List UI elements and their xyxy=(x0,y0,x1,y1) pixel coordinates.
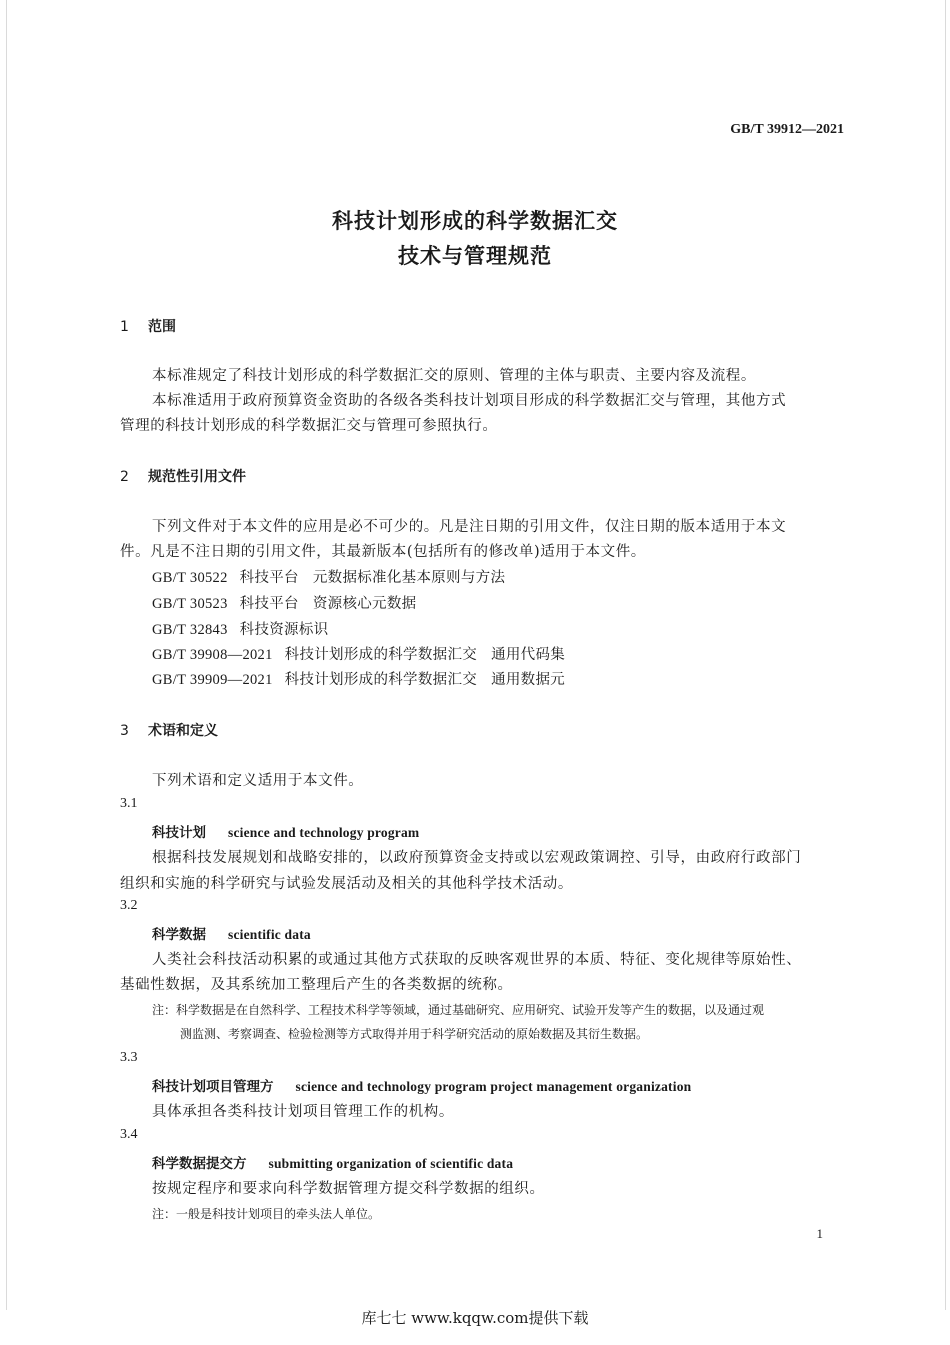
term-definition-line2: 组织和实施的科学研究与试验发展活动及相关的其他科学技术活动。 xyxy=(120,876,573,892)
section-1-paragraph-1: 本标准规定了科技计划形成的科学数据汇交的原则、管理的主体与职责、主要内容及流程。 xyxy=(152,368,756,384)
term-heading xyxy=(152,1152,513,1172)
reference-title-part1: 科技计划形成的科学数据汇交 xyxy=(284,672,478,688)
reference-title-part1: 科技平台 xyxy=(239,596,299,612)
term-definition-line1: 根据科技发展规划和战略安排的，以政府预算资金支持或以宏观政策调控、引导，由政府行政部门 xyxy=(152,850,802,866)
term-note-line1: 注：科学数据是在自然科学、工程技术科学等领域，通过基础研究、应用研究、试验开发等产生的数据，以及通过观 xyxy=(152,1003,765,1017)
term-number: 3.1 xyxy=(120,796,138,811)
term-chinese: 科技计划 xyxy=(152,825,206,841)
reference-item xyxy=(152,668,565,689)
section-1-paragraph-2-line2: 管理的科技计划形成的科学数据汇交与管理可参照执行。 xyxy=(120,418,498,434)
reference-title-part1: 科技资源标识 xyxy=(239,622,329,638)
reference-title-part1: 科技平台 xyxy=(239,570,299,586)
section-1-heading xyxy=(120,316,176,336)
page-number: 1 xyxy=(816,1226,823,1241)
reference-item xyxy=(152,618,328,639)
section-3-intro: 下列术语和定义适用于本文件。 xyxy=(152,773,364,789)
term-heading xyxy=(152,1075,691,1095)
reference-title-part2: 通用代码集 xyxy=(491,647,566,663)
section-number: 2 xyxy=(120,469,129,485)
reference-item xyxy=(152,566,505,587)
term-chinese: 科学数据提交方 xyxy=(152,1156,247,1172)
reference-code: GB/T 32843 xyxy=(152,622,228,638)
reference-code: GB/T 30523 xyxy=(152,596,228,612)
section-2-paragraph-line1: 下列文件对于本文件的应用是必不可少的。凡是注日期的引用文件，仅注日期的版本适用于本文 xyxy=(152,519,787,535)
reference-title-part2: 通用数据元 xyxy=(491,672,566,688)
document-title-line1: 科技计划形成的科学数据汇交 xyxy=(332,209,618,233)
reference-item xyxy=(152,592,416,613)
term-heading xyxy=(152,821,419,841)
reference-code: GB/T 39909—2021 xyxy=(152,672,273,688)
term-english: scientific data xyxy=(228,927,311,942)
section-3-heading xyxy=(120,720,218,740)
section-2-heading xyxy=(120,466,246,486)
term-note-line2: 测监测、考察调查、检验检测等方式取得并用于科学研究活动的原始数据及其衍生数据。 xyxy=(180,1027,649,1041)
reference-title-part1: 科技计划形成的科学数据汇交 xyxy=(284,647,478,663)
term-chinese: 科技计划项目管理方 xyxy=(152,1079,274,1095)
standard-number: GB/T 39912—2021 xyxy=(730,122,844,137)
section-1-paragraph-2-line1: 本标准适用于政府预算资金资助的各级各类科技计划项目形成的科学数据汇交与管理，其他方式 xyxy=(152,393,787,409)
term-chinese: 科学数据 xyxy=(152,927,206,943)
section-2-paragraph-line2: 件。凡是不注日期的引用文件，其最新版本(包括所有的修改单)适用于本文件。 xyxy=(120,544,646,560)
reference-title-part2: 资源核心元数据 xyxy=(312,596,417,612)
term-definition-line2: 基础性数据，及其系统加工整理后产生的各类数据的统称。 xyxy=(120,977,513,993)
section-number: 3 xyxy=(120,723,129,739)
term-number: 3.4 xyxy=(120,1127,138,1142)
reference-title-part2: 元数据标准化基本原则与方法 xyxy=(312,570,506,586)
term-note-line1: 注：一般是科技计划项目的牵头法人单位。 xyxy=(152,1207,381,1221)
term-number: 3.3 xyxy=(120,1050,138,1065)
document-title-line2: 技术与管理规范 xyxy=(398,244,552,268)
term-english: science and technology program project management organization xyxy=(295,1079,692,1094)
term-heading xyxy=(152,923,311,943)
section-title: 范围 xyxy=(148,319,176,335)
reference-item xyxy=(152,643,565,664)
download-footer: 库七七 www.kqqw.com提供下载 xyxy=(361,1309,589,1327)
section-title: 术语和定义 xyxy=(148,723,218,739)
term-definition-line1: 人类社会科技活动积累的或通过其他方式获取的反映客观世界的本质、特征、变化规律等原始性、 xyxy=(152,952,802,968)
term-number: 3.2 xyxy=(120,898,138,913)
term-definition-line1: 按规定程序和要求向科学数据管理方提交科学数据的组织。 xyxy=(152,1181,545,1197)
term-english: submitting organization of scientific data xyxy=(268,1156,514,1171)
reference-code: GB/T 30522 xyxy=(152,570,228,586)
term-definition-line1: 具体承担各类科技计划项目管理工作的机构。 xyxy=(152,1104,454,1120)
section-title: 规范性引用文件 xyxy=(148,469,246,485)
term-english: science and technology program xyxy=(228,825,420,840)
section-number: 1 xyxy=(120,319,129,335)
reference-code: GB/T 39908—2021 xyxy=(152,647,273,663)
